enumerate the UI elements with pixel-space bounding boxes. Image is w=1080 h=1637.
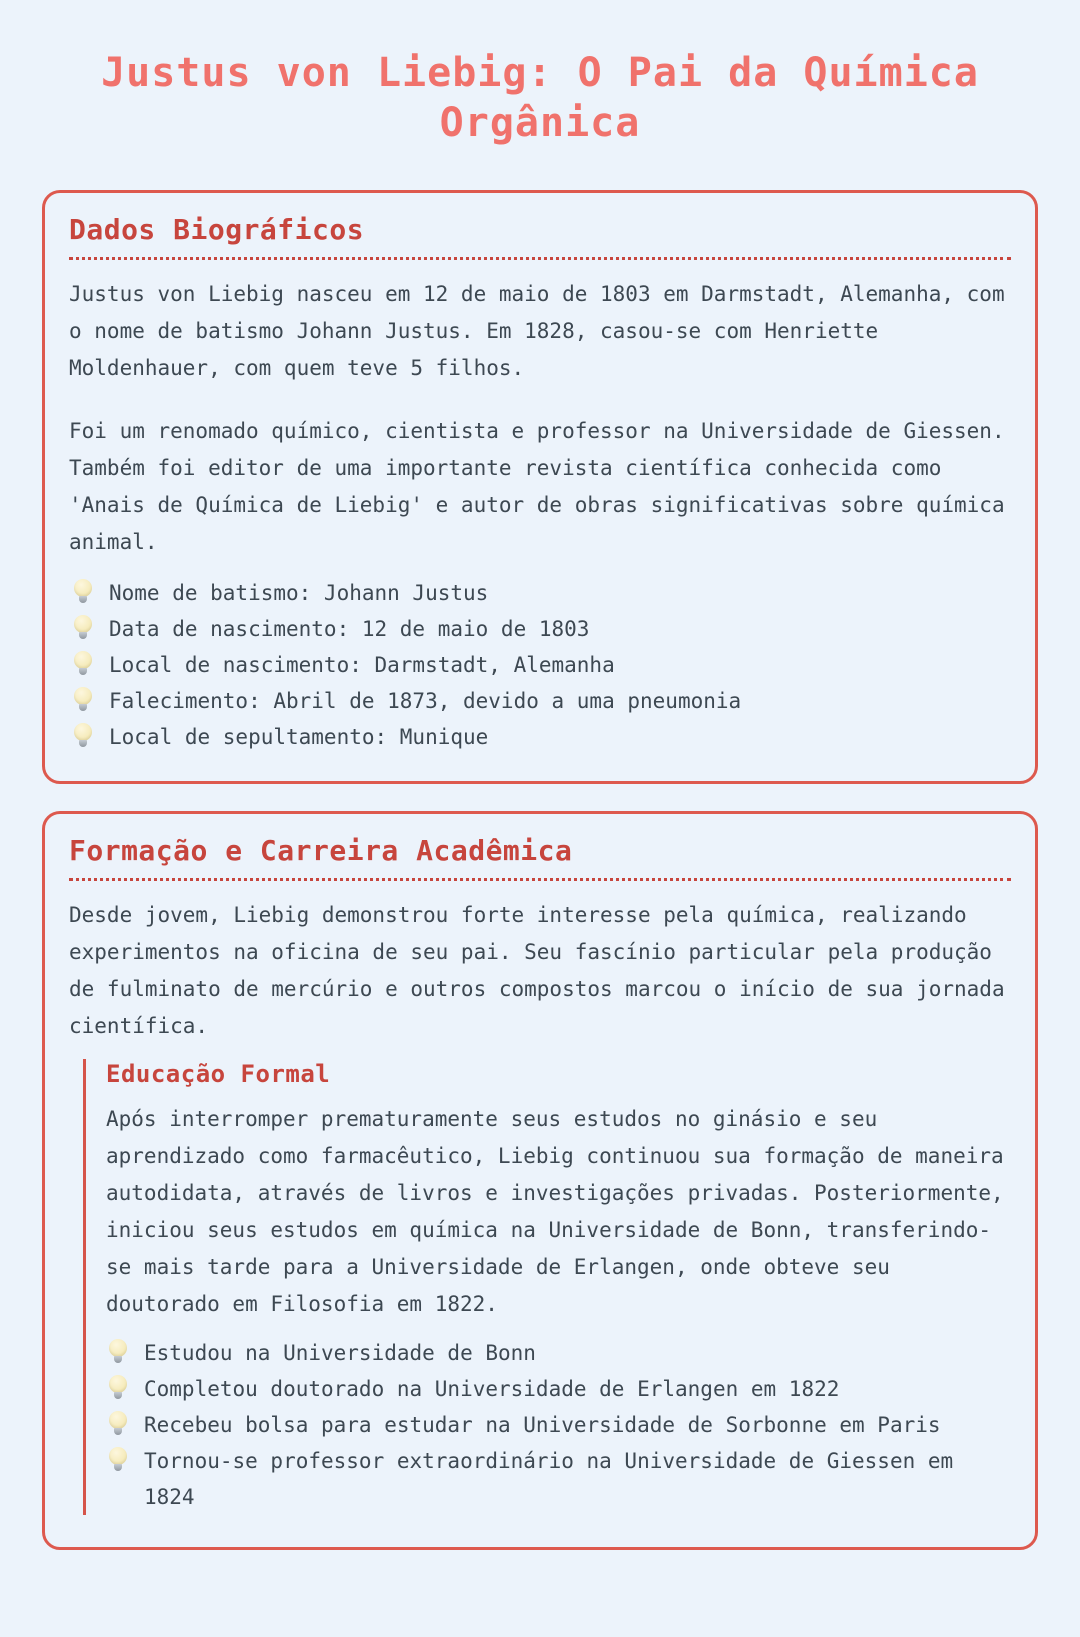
section-heading-formacao-carreira: Formação e Carreira Acadêmica (69, 834, 1011, 881)
lightbulb-icon (108, 1375, 128, 1403)
subsection-heading-educacao-formal: Educação Formal (106, 1060, 331, 1088)
list-item-text: Data de nascimento: 12 de maio de 1803 (109, 617, 590, 641)
subsection-educacao-formal (83, 1059, 1011, 1515)
lightbulb-icon (108, 1339, 128, 1367)
lightbulb-icon (73, 723, 93, 751)
paragraph-educacao-formal: Após interromper prematuramente seus estudos no ginásio e seu aprendizado como farmacêutico, Liebig continuou sua formação de maneira autodidata, através de livros e investigações privadas. Posteriormente, iniciou seus estudos em química na Universidade de Bonn, transferindo-se mais tarde para a Universidade de Erlangen, onde obteve seu doutorado em Filosofia em 1822. (106, 1107, 1004, 1316)
lightbulb-icon (108, 1411, 128, 1439)
paragraph-bio-2: Foi um renomado químico, cientista e professor na Universidade de Giessen. Também foi editor de uma importante revista científica conhecida como 'Anais de Química de Liebig' e autor de obras significativas sobre química animal. (69, 419, 1005, 554)
lightbulb-icon (73, 651, 93, 679)
list-item (108, 1443, 1011, 1515)
list-item-text: Estudou na Universidade de Bonn (144, 1341, 536, 1365)
list-item (73, 647, 1011, 683)
section-card-formacao-carreira (42, 811, 1038, 1550)
section-card-dados-biograficos (42, 190, 1038, 784)
lightbulb-icon (73, 579, 93, 607)
list-item (108, 1407, 1011, 1443)
lightbulb-icon (108, 1447, 128, 1475)
list-item-text: Nome de batismo: Johann Justus (109, 581, 489, 605)
list-item (73, 719, 1011, 755)
lightbulb-icon (73, 615, 93, 643)
paragraph-bio-1: Justus von Liebig nasceu em 12 de maio de 1803 em Darmstadt, Alemanha, com o nome de batismo Johann Justus. Em 1828, casou-se com Henriette Moldenhauer, com quem teve 5 filhos. (69, 282, 1005, 380)
section-heading-dados-biograficos: Dados Biográficos (69, 213, 1011, 260)
list-item (73, 611, 1011, 647)
list-item-text: Completou doutorado na Universidade de Erlangen em 1822 (144, 1377, 840, 1401)
list-item (73, 575, 1011, 611)
list-item (108, 1335, 1011, 1371)
list-item-text: Tornou-se professor extraordinário na Universidade de Giessen em 1824 (144, 1449, 954, 1509)
list-item (108, 1371, 1011, 1407)
page-title: Justus von Liebig: O Pai da Química Orgânica (101, 50, 979, 146)
educacao-fact-list (106, 1335, 1011, 1515)
list-item-text: Local de sepultamento: Munique (109, 725, 489, 749)
lightbulb-icon (73, 687, 93, 715)
bio-fact-list (69, 575, 1011, 755)
list-item-text: Falecimento: Abril de 1873, devido a uma pneumonia (109, 689, 742, 713)
paragraph-formacao-intro: Desde jovem, Liebig demonstrou forte interesse pela química, realizando experimentos na oficina de seu pai. Seu fascínio particular pela produção de fulminato de mercúrio e outros compostos marcou o início de sua jornada científica. (69, 903, 1005, 1038)
list-item-text: Local de nascimento: Darmstadt, Alemanha (109, 653, 615, 677)
list-item (73, 683, 1011, 719)
list-item-text: Recebeu bolsa para estudar na Universidade de Sorbonne em Paris (144, 1413, 941, 1437)
